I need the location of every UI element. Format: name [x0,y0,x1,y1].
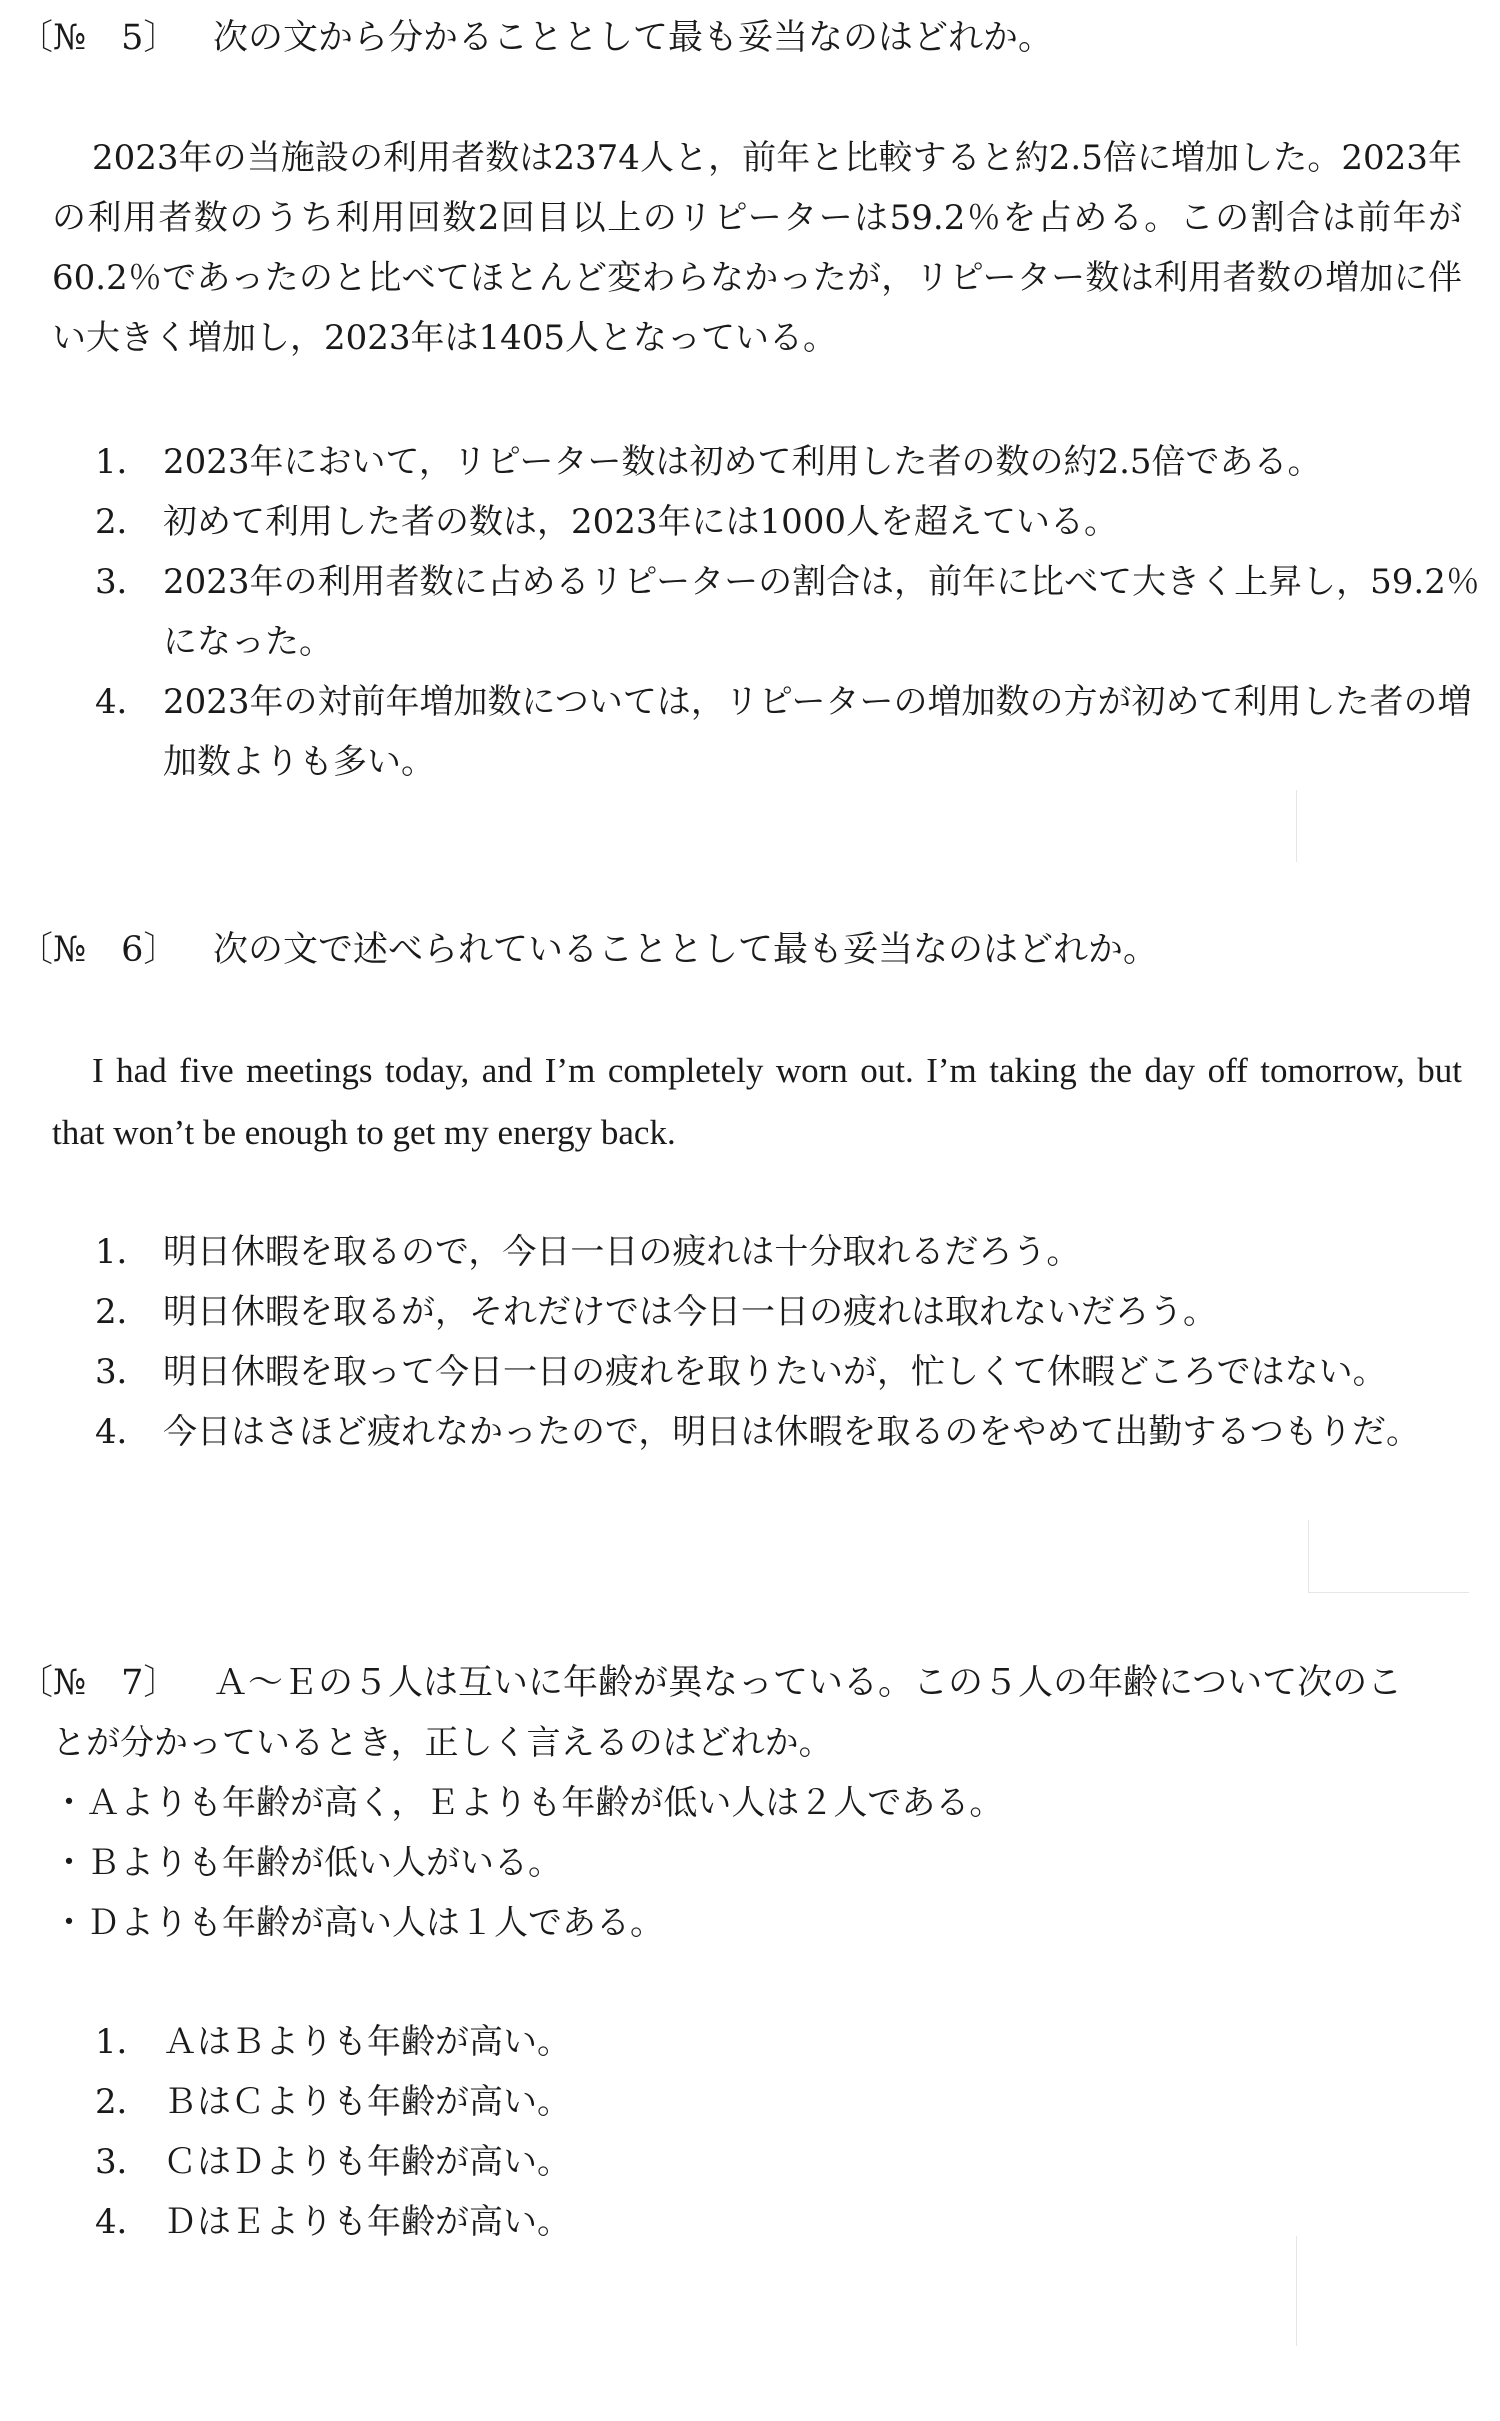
choice-label: 1． [95,2022,151,2062]
choice-1[interactable] [95,2012,1485,2072]
question-7-conditions [52,1773,1472,1953]
choice-text: 初めて利用した者の数は，2023年には1000人を超えている。 [163,502,1119,542]
choice-label: 3． [95,1352,151,1392]
choice-text: 2023年の対前年増加数については，リピーターの増加数の方が初めて利用した者の増加数よりも多い。 [163,682,1472,782]
choice-4[interactable] [95,2192,1485,2252]
choice-label: 2． [95,2082,151,2122]
choice-label: 1． [95,1232,151,1272]
question-prompt: Ａ～Ｅの５人は互いに年齢が異なっている。この５人の年齢について次のこ [213,1663,1403,1703]
question-7-prompt-continued: とが分かっているとき，正しく言えるのはどれか。 [52,1723,833,1763]
choice-text: 2023年において，リピーター数は初めて利用した者の数の約2.5倍である。 [163,442,1322,482]
choice-text: 明日休暇を取るが，それだけでは今日一日の疲れは取れないだろう。 [163,1292,1217,1332]
question-7-choices [95,2012,1485,2252]
question-prompt: 次の文から分かることとして最も妥当なのはどれか。 [213,18,1054,58]
choice-2[interactable] [95,492,1485,552]
choice-3[interactable] [95,1342,1485,1402]
question-6-choices [95,1222,1485,1462]
choice-3[interactable] [95,552,1485,672]
choice-label: 3． [95,562,151,602]
question-6-header [18,922,1158,978]
choice-label: 3． [95,2142,151,2182]
question-6-passage: I had five meetings today, and I’m completely worn out. I’m taking the day off tomorrow, but that won’t be enough to get my energy back. [52,1051,1462,1152]
choice-2[interactable] [95,1282,1485,1342]
scan-mark [1296,790,1297,862]
question-5-passage: 2023年の当施設の利用者数は2374人と，前年と比較すると約2.5倍に増加した。2023年の利用者数のうち利用回数2回目以上のリピーターは59.2％を占める。この割合は前年が60.2％であったのと比べてほとんど変わらなかったが，リピーター数は利用者数の増加に伴い大きく増加し，2023年は1405人となっている。 [52,138,1463,358]
choice-text: ＡはＢよりも年齢が高い。 [163,2022,571,2062]
question-5-header [18,10,1053,66]
choice-text: 2023年の利用者数に占めるリピーターの割合は，前年に比べて大きく上昇し，59.2％になった。 [163,562,1480,662]
choice-text: 明日休暇を取るので，今日一日の疲れは十分取れるだろう。 [163,1232,1081,1272]
choice-text: ＣはＤよりも年齢が高い。 [163,2142,571,2182]
choice-label: 4． [95,1412,151,1452]
choice-text: ＤはＥよりも年齢が高い。 [163,2202,571,2242]
choice-label: 1． [95,442,151,482]
choice-text: ＢはＣよりも年齢が高い。 [163,2082,571,2122]
choice-label: 4． [95,682,151,722]
choice-2[interactable] [95,2072,1485,2132]
question-prompt: 次の文で述べられていることとして最も妥当なのはどれか。 [213,930,1159,970]
condition-item: ・Ａよりも年齢が高く，Ｅよりも年齢が低い人は２人である。 [52,1783,1004,1823]
choice-label: 2． [95,502,151,542]
scan-mark [1296,2236,1297,2346]
question-number: 〔№ 6〕 [18,930,179,970]
choice-1[interactable] [95,432,1485,492]
condition-item: ・Ｂよりも年齢が低い人がいる。 [52,1843,562,1883]
choice-text: 今日はさほど疲れなかったので，明日は休暇を取るのをやめて出勤するつもりだ。 [163,1412,1420,1452]
choice-4[interactable] [95,672,1485,792]
question-7-header [18,1655,1402,1711]
choice-text: 明日休暇を取って今日一日の疲れを取りたいが，忙しくて休暇どころではない。 [163,1352,1387,1392]
question-5-choices [95,432,1485,792]
choice-1[interactable] [95,1222,1485,1282]
scan-mark [1308,1520,1469,1593]
choice-label: 2． [95,1292,151,1332]
choice-4[interactable] [95,1402,1485,1462]
choice-label: 4． [95,2202,151,2242]
question-number: 〔№ 5〕 [18,18,179,58]
condition-item: ・Ｄよりも年齢が高い人は１人である。 [52,1903,664,1943]
choice-3[interactable] [95,2132,1485,2192]
question-number: 〔№ 7〕 [18,1663,179,1703]
